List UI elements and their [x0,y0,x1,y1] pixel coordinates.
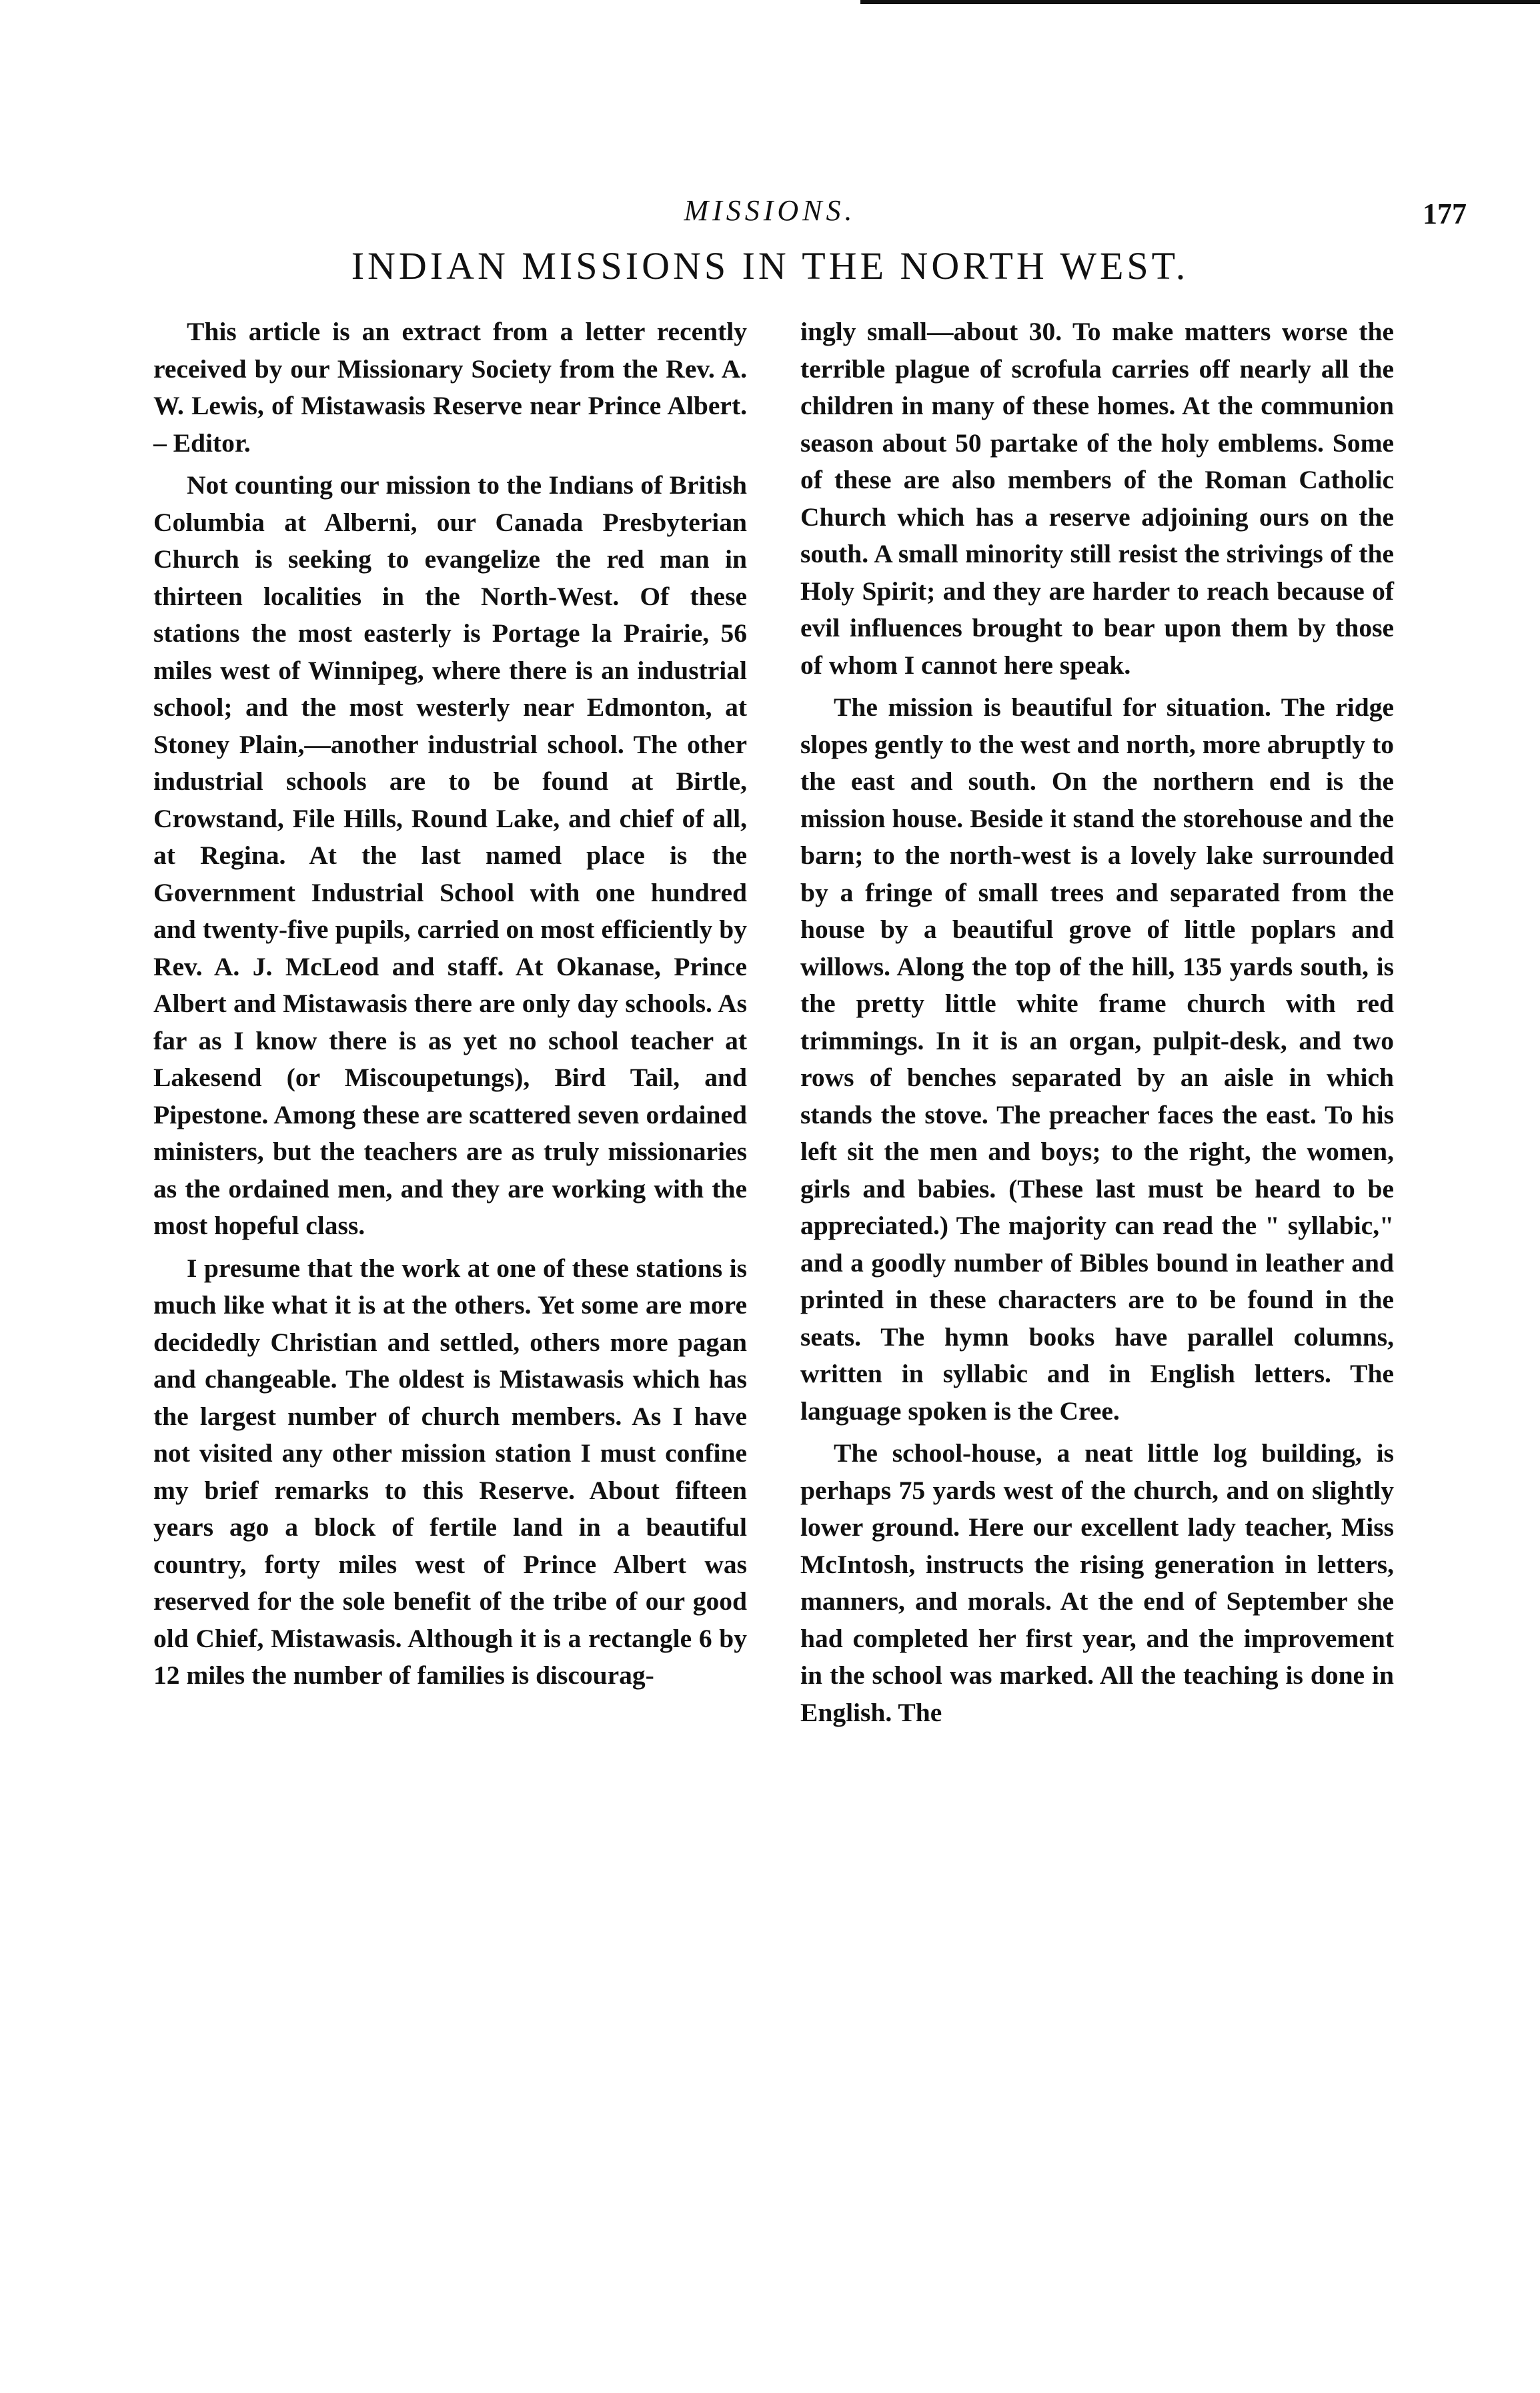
right-column [800,314,1394,1737]
paragraph: ingly small—about 30. To make matters worse the terrible plague of scrofula carries off nearly all the children in many of these homes. At the communion season about 50 partake of the holy emblems. Some of these are also members of the Roman Catholic Church which has a reserve adjoining ours on the south. A small minority still resist the strivings of the Holy Spirit; and they are harder to reach because of evil influences brought to bear upon them by those of whom I cannot here speak. [800,317,1394,680]
left-column [153,314,747,1700]
paragraph: Not counting our mission to the Indians of British Columbia at Alberni, our Canada Presbyterian Church is seeking to evangelize the red man in thirteen localities in the North-West. Of these stations the most easterly is Portage la Prairie, 56 miles west of Winnipeg, where there is an industrial school; and the most westerly near Edmonton, at Stoney Plain,—another industrial school. The other industrial schools are to be found at Birtle, Crowstand, File Hills, Round Lake, and chief of all, at Regina. At the last named place is the Government Industrial School with one hundred and twenty-five pupils, carried on most efficiently by Rev. A. J. McLeod and staff. At Okanase, Prince Albert and Mistawasis there are only day schools. As far as I know there is as yet no school teacher at Lakesend (or Miscoupetungs), Bird Tail, and Pipestone. Among these are scattered seven ordained ministers, but the teachers are as truly missionaries as the ordained men, and they are working with the most hopeful class. [153,470,747,1240]
paragraph: The school-house, a neat little log building, is perhaps 75 yards west of the church, and on slightly lower ground. Here our excellent lady teacher, Miss McIntosh, instructs the rising generation in letters, manners, and morals. At the end of September she had completed her first year, and the improvement in the school was marked. All the teaching is done in English. The [800,1438,1394,1727]
paragraph: The mission is beautiful for situation. The ridge slopes gently to the west and north, more abruptly to the east and south. On the northern end is the mission house. Beside it stand the storehouse and the barn; to the north-west is a lovely lake surrounded by a fringe of small trees and separated from the house by a beautiful grove of little poplars and willows. Along the top of the hill, 135 yards south, is the pretty little white frame church with red trimmings. In it is an organ, pulpit-desk, and two rows of benches separated by an aisle in which stands the stove. The preacher faces the east. To his left sit the men and boys; to the right, the women, girls and babies. (These last must be heard to be appreciated.) The majority can read the " syllabic," and a goodly number of Bibles bound in leather and printed in these characters are to be found in the seats. The hymn books have parallel columns, written in syllabic and in English letters. The language spoken is the Cree. [800,692,1394,1426]
running-head: MISSIONS. [684,194,856,227]
page-number: 177 [1423,197,1467,230]
paragraph: I presume that the work at one of these stations is much like what it is at the others. Yet some are more decidedly Christian and settled, others more pagan and changeable. The oldest is Mistawasis which has the largest number of church members. As I have not visited any other mission station I must confine my brief remarks to this Reserve. About fifteen years ago a block of fertile land in a beautiful country, forty miles west of Prince Albert was reserved for the sole benefit of the tribe of our good old Chief, Mistawasis. Although it is a rectangle 6 by 12 miles the number of families is discourag- [153,1253,747,1690]
editor-intro: This article is an extract from a letter recently received by our Missionary Society from the Rev. A. W. Lewis, of Mistawasis Reserve near Prince Albert. – Editor. [153,317,747,458]
top-border-rule [860,0,1540,4]
article-title: INDIAN MISSIONS IN THE NORTH WEST. [351,244,1189,288]
